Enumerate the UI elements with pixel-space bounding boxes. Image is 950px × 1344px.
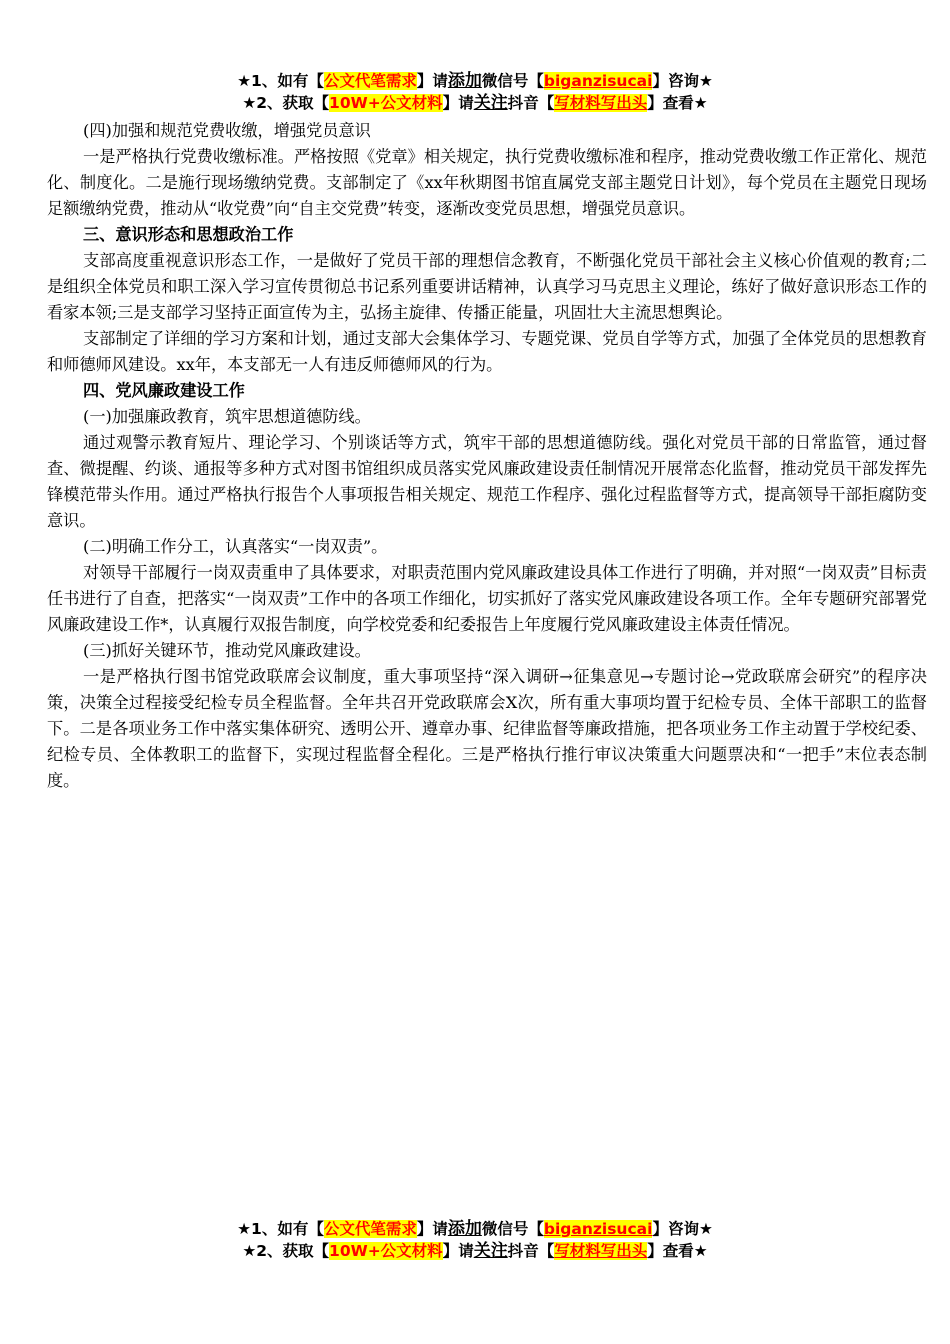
paragraph: 支部高度重视意识形态工作，一是做好了党员干部的理想信念教育，不断强化党员干部社会主义核心价值观的教育;二是组织全体党员和职工深入学习宣传贯彻总书记系列重要讲话精神，认真学习马克思主义理论，练好了做好意识形态工作的看家本领;三是支部学习坚持正面宣传为主，弘扬主旋律、传播正能量，巩固壮大主流思想舆论。 — [47, 251, 927, 322]
subheading: (三)抓好关键环节，推动党风廉政建设。 — [83, 641, 371, 660]
section-heading: 三、意识形态和思想政治工作 — [83, 225, 294, 244]
banner-line-2 — [0, 92, 950, 114]
banner-text: ★1、如有【 — [237, 1220, 324, 1238]
banner-emphasis: 添加 — [447, 1219, 482, 1239]
banner-text: 】请 — [416, 72, 448, 90]
banner-highlight: 公文代笔需求 — [323, 1220, 417, 1238]
banner-text: 微信号【 — [481, 1220, 544, 1238]
banner-text: 】请 — [442, 1242, 474, 1260]
banner-line-1 — [0, 1218, 950, 1240]
banner-text: 微信号【 — [481, 72, 544, 90]
banner-wechat-id: biganzisucai — [543, 72, 653, 90]
banner-text: 】查看★ — [647, 94, 708, 112]
paragraph: 支部制定了详细的学习方案和计划，通过支部大会集体学习、专题党课、党员自学等方式，加强了全体党员的思想教育和师德师风建设。xx年，本支部无一人有违反师德师风的行为。 — [47, 329, 927, 374]
banner-text: 】查看★ — [647, 1242, 708, 1260]
banner-text: 抖音【 — [507, 1242, 555, 1260]
paragraph: 通过观警示教育短片、理论学习、个别谈话等方式，筑牢干部的思想道德防线。强化对党员干部的日常监管，通过督查、微提醒、约谈、通报等多种方式对图书馆组织成员落实党风廉政建设责任制情况开展常态化监督，推动党员干部发挥先锋模范带头作用。通过严格执行报告个人事项报告相关规定、规范工作程序、强化过程监督等方式，提高领导干部拒腐防变意识。 — [47, 433, 927, 530]
banner-text: 】请 — [416, 1220, 448, 1238]
banner-text: 】咨询★ — [652, 72, 713, 90]
footer-banner — [0, 1218, 950, 1262]
banner-emphasis: 添加 — [447, 71, 482, 91]
banner-douyin-id: 写材料写出头 — [554, 1242, 648, 1260]
banner-emphasis: 关注 — [473, 93, 508, 113]
banner-text: ★2、获取【 — [242, 1242, 330, 1260]
banner-text: 】请 — [442, 94, 474, 112]
banner-douyin-id: 写材料写出头 — [554, 94, 648, 112]
paragraph: 一是严格执行图书馆党政联席会议制度，重大事项坚持“深入调研→征集意见→专题讨论→党政联席会研究”的程序决策，决策全过程接受纪检专员全程监督。全年共召开党政联席会X次，所有重大事项均置于纪检专员、全体干部职工的监督下。二是各项业务工作中落实集体研究、透明公开、遵章办事、纪律监督等廉政措施，把各项业务工作主动置于学校纪委、纪检专员、全体教职工的监督下，实现过程监督全程化。三是严格执行推行审议决策重大问题票决和“一把手”末位表态制度。 — [47, 667, 927, 790]
banner-emphasis: 关注 — [473, 1241, 508, 1261]
header-banner — [0, 70, 950, 114]
banner-highlight: 公文代笔需求 — [323, 72, 417, 90]
banner-text: 】咨询★ — [652, 1220, 713, 1238]
subheading: (一)加强廉政教育，筑牢思想道德防线。 — [83, 407, 371, 426]
banner-text: ★2、获取【 — [242, 94, 330, 112]
banner-highlight: 10W+公文材料 — [329, 94, 443, 112]
paragraph: 一是严格执行党费收缴标准。严格按照《党章》相关规定，执行党费收缴标准和程序，推动党费收缴工作正常化、规范化、制度化。二是施行现场缴纳党费。支部制定了《xx年秋期图书馆直属党支部主题党日计划》，每个党员在主题党日现场足额缴纳党费，推动从“收党费”向“自主交党费”转变，逐渐改变党员思想，增强党员意识。 — [47, 147, 927, 218]
banner-text: 抖音【 — [507, 94, 555, 112]
banner-line-1 — [0, 70, 950, 92]
subheading: (二)明确工作分工，认真落实“一岗双责”。 — [83, 537, 388, 556]
banner-text: ★1、如有【 — [237, 72, 324, 90]
section-heading: 四、党风廉政建设工作 — [83, 381, 245, 400]
banner-line-2 — [0, 1240, 950, 1262]
banner-highlight: 10W+公文材料 — [329, 1242, 443, 1260]
document-body — [47, 118, 927, 794]
subheading: (四)加强和规范党费收缴，增强党员意识 — [83, 121, 371, 140]
paragraph: 对领导干部履行一岗双责重申了具体要求，对职责范围内党风廉政建设具体工作进行了明确，并对照“一岗双责”目标责任书进行了自查，把落实“一岗双责”工作中的各项工作细化，切实抓好了落实党风廉政建设各项工作。全年专题研究部署党风廉政建设工作*，认真履行双报告制度，向学校党委和纪委报告上年度履行党风廉政建设主体责任情况。 — [47, 563, 927, 634]
banner-wechat-id: biganzisucai — [543, 1220, 653, 1238]
